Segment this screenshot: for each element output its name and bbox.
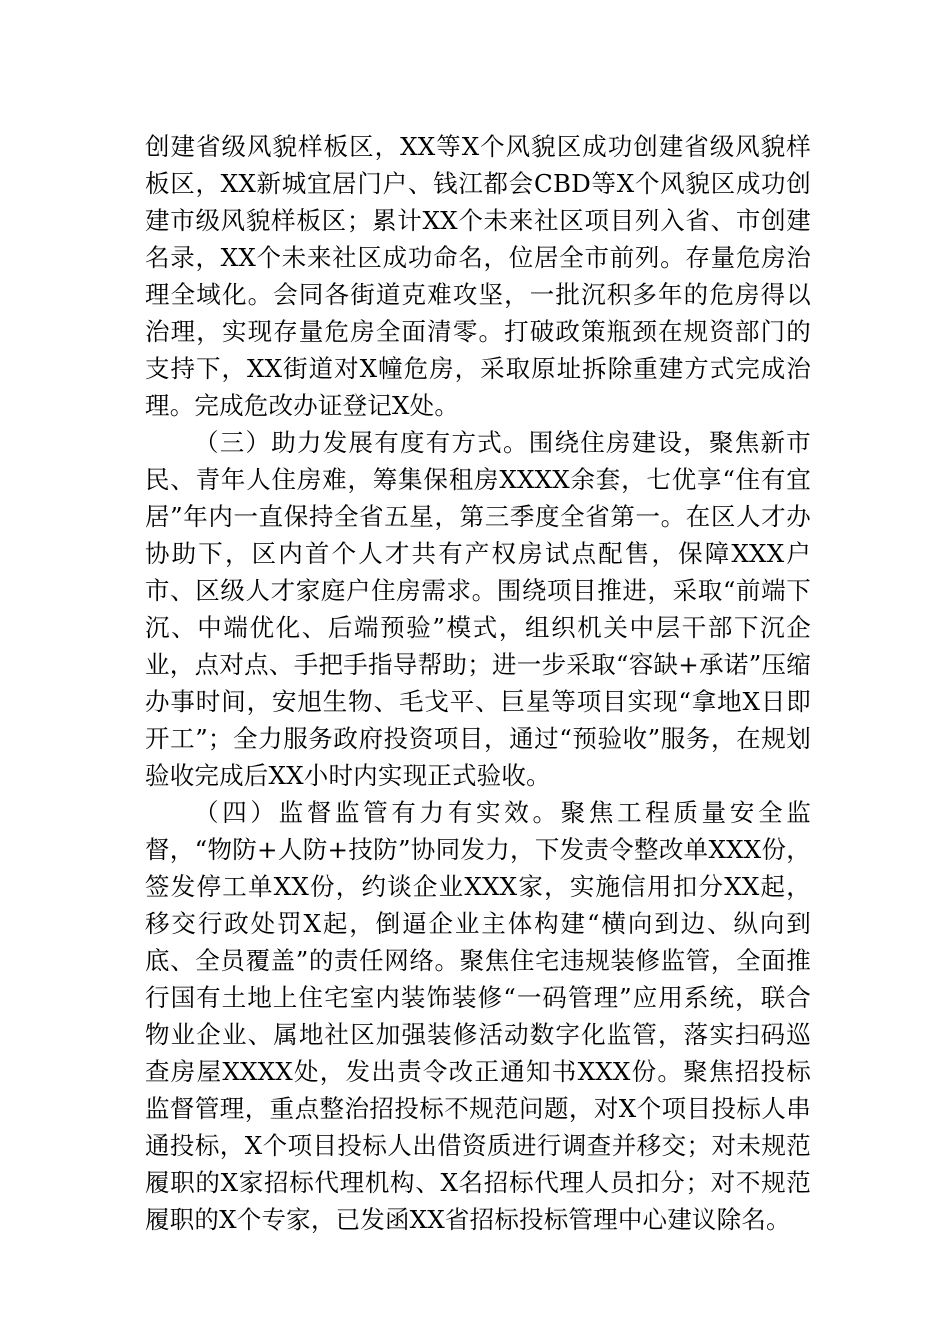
document-body bbox=[145, 128, 811, 1238]
paragraph-section-three: （三）助力发展有度有方式。围绕住房建设，聚焦新市民、青年人住房难，筹集保租房XXXX余套，七优享“住有宜居”年内一直保持全省五星，第三季度全省第一。在区人才办协助下，区内首个人才共有产权房试点配售，保障XXX户市、区级人才家庭户住房需求。围绕项目推进，采取“前端下沉、中端优化、后端预验”模式，组织机关中层干部下沉企业，点对点、手把手指导帮助；进一步采取“容缺+承诺”压缩办事时间，安旭生物、毛戈平、巨星等项目实现“拿地X日即开工”；全力服务政府投资项目，通过“预验收”服务，在规划验收完成后XX小时内实现正式验收。 bbox=[145, 428, 811, 790]
paragraph-continuation: 创建省级风貌样板区，XX等X个风貌区成功创建省级风貌样板区，XX新城宜居门户、钱江都会CBD等X个风貌区成功创建市级风貌样板区；累计XX个未来社区项目列入省、市创建名录，XX个未来社区成功命名，位居全市前列。存量危房治理全域化。会同各街道克难攻坚，一批沉积多年的危房得以治理，实现存量危房全面清零。打破政策瓶颈在规资部门的支持下，XX街道对X幢危房，采取原址拆除重建方式完成治理。完成危改办证登记X处。 bbox=[145, 132, 811, 420]
paragraph-section-four: （四）监督监管有力有实效。聚焦工程质量安全监督，“物防+人防+技防”协同发力，下发责令整改单XXX份，签发停工单XX份，约谈企业XXX家，实施信用扣分XX起，移交行政处罚X起，倒逼企业主体构建“横向到边、纵向到底、全员覆盖”的责任网络。聚焦住宅违规装修监管，全面推行国有土地上住宅室内装饰装修“一码管理”应用系统，联合物业企业、属地社区加强装修活动数字化监管，落实扫码巡查房屋XXXX处，发出责令改正通知书XXX份。聚焦招投标监督管理，重点整治招投标不规范问题，对X个项目投标人串通投标，X个项目投标人出借资质进行调查并移交；对未规范履职的X家招标代理机构、X名招标代理人员扣分；对不规范履职的X个专家，已发函XX省招标投标管理中心建议除名。 bbox=[145, 798, 811, 1234]
